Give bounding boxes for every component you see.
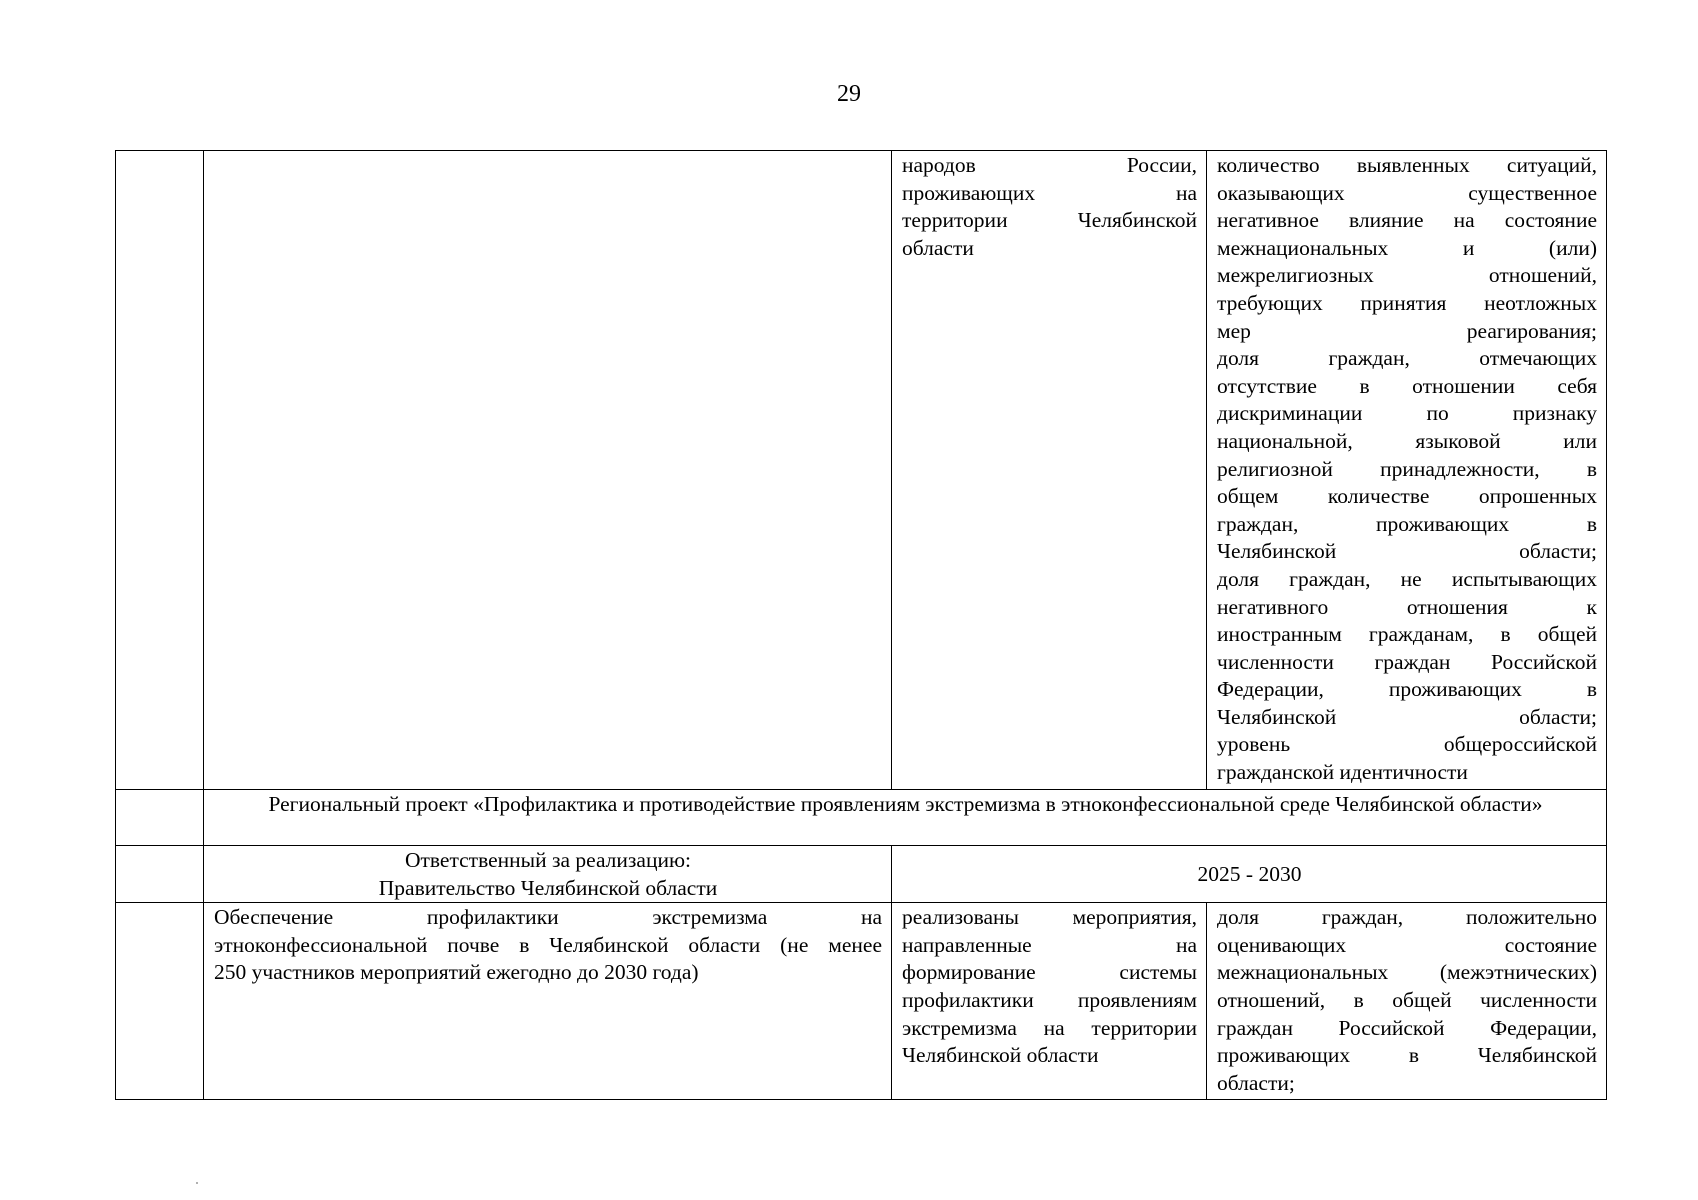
text-line: направленные на (902, 932, 1197, 957)
text-line: профилактики проявлениям (902, 987, 1197, 1012)
table-row-indicators-continued (116, 151, 1607, 790)
responsible-cell (204, 846, 892, 903)
text-line: народов России, (902, 153, 1197, 177)
text-line: доля граждан, положительно (1217, 905, 1597, 930)
text-line: этноконфессиональной почве в Челябинской области (не менее (214, 932, 882, 957)
page-number: 29 (837, 81, 861, 107)
text-line: доля граждан, отмечающих (1217, 346, 1597, 371)
text-line: 250 участников мероприятий ежегодно до 2030 года) (214, 960, 699, 985)
text-line: отсутствие в отношении себя (1217, 373, 1597, 398)
text-line: Обеспечение профилактики экстремизма на (214, 905, 882, 930)
task-cell (204, 903, 892, 1100)
row-number-cell (116, 790, 204, 846)
responsible-value: Правительство Челябинской области (378, 875, 718, 900)
indicator-cell (1207, 903, 1607, 1100)
text-line: межнациональных и (или) (1217, 235, 1597, 260)
text-line: религиозной принадлежности, в (1217, 456, 1597, 481)
table-row-project-title (116, 790, 1607, 846)
text-line: численности граждан Российской (1217, 649, 1597, 674)
row-number-cell (116, 846, 204, 903)
responsible-label: Ответственный за реализацию: (404, 848, 691, 872)
text-line: отношений, в общей численности (1217, 987, 1597, 1012)
table-row-task (116, 903, 1607, 1100)
text-line: экстремизма на территории (902, 1015, 1197, 1040)
period-cell: 2025 - 2030 (892, 846, 1607, 903)
text-line: требующих принятия неотложных (1217, 290, 1597, 315)
text-line: граждан, проживающих в (1217, 511, 1597, 536)
text-line: количество выявленных ситуаций, (1217, 153, 1597, 177)
text-line: доля граждан, не испытывающих (1217, 566, 1597, 591)
text-line: Челябинской области; (1217, 704, 1597, 729)
result-cell (892, 151, 1207, 790)
text-line: территории Челябинской (902, 208, 1197, 233)
text-line: проживающих на (902, 180, 1197, 205)
task-cell-empty (204, 151, 892, 790)
row-number-cell (116, 903, 204, 1100)
text-line: Челябинской области (902, 1043, 1099, 1068)
text-line: мер реагирования; (1217, 318, 1597, 343)
text-line: оказывающих существенное (1217, 180, 1597, 205)
scan-speck (196, 1182, 198, 1184)
text-line: уровень общероссийской (1217, 732, 1597, 757)
text-line: дискриминации по признаку (1217, 401, 1597, 426)
text-line: межнациональных (межэтнических) (1217, 960, 1597, 985)
row-number-cell (116, 151, 204, 790)
text-line: граждан Российской Федерации, (1217, 1015, 1597, 1040)
result-cell (892, 903, 1207, 1100)
indicator-cell (1207, 151, 1607, 790)
text-line: оценивающих состояние (1217, 932, 1597, 957)
text-line: межрелигиозных отношений, (1217, 263, 1597, 288)
text-line: общем количестве опрошенных (1217, 484, 1597, 509)
table-row-responsible (116, 846, 1607, 903)
project-title-cell: Региональный проект «Профилактика и противодействие проявлениям экстремизма в этноконфессиональной среде Челябинской области» (204, 790, 1607, 846)
document-table (115, 150, 1607, 1100)
text-line: негативного отношения к (1217, 594, 1597, 619)
text-line: реализованы мероприятия, (902, 905, 1197, 930)
text-line: гражданской идентичности (1217, 760, 1468, 785)
text-line: негативное влияние на состояние (1217, 208, 1597, 233)
text-line: национальной, языковой или (1217, 428, 1597, 453)
text-line: проживающих в Челябинской (1217, 1043, 1597, 1068)
text-line: Федерации, проживающих в (1217, 677, 1597, 702)
text-line: области; (1217, 1070, 1295, 1095)
text-line: области (902, 235, 974, 260)
text-line: формирование системы (902, 960, 1197, 985)
text-line: иностранным гражданам, в общей (1217, 622, 1597, 647)
text-line: Челябинской области; (1217, 539, 1597, 564)
